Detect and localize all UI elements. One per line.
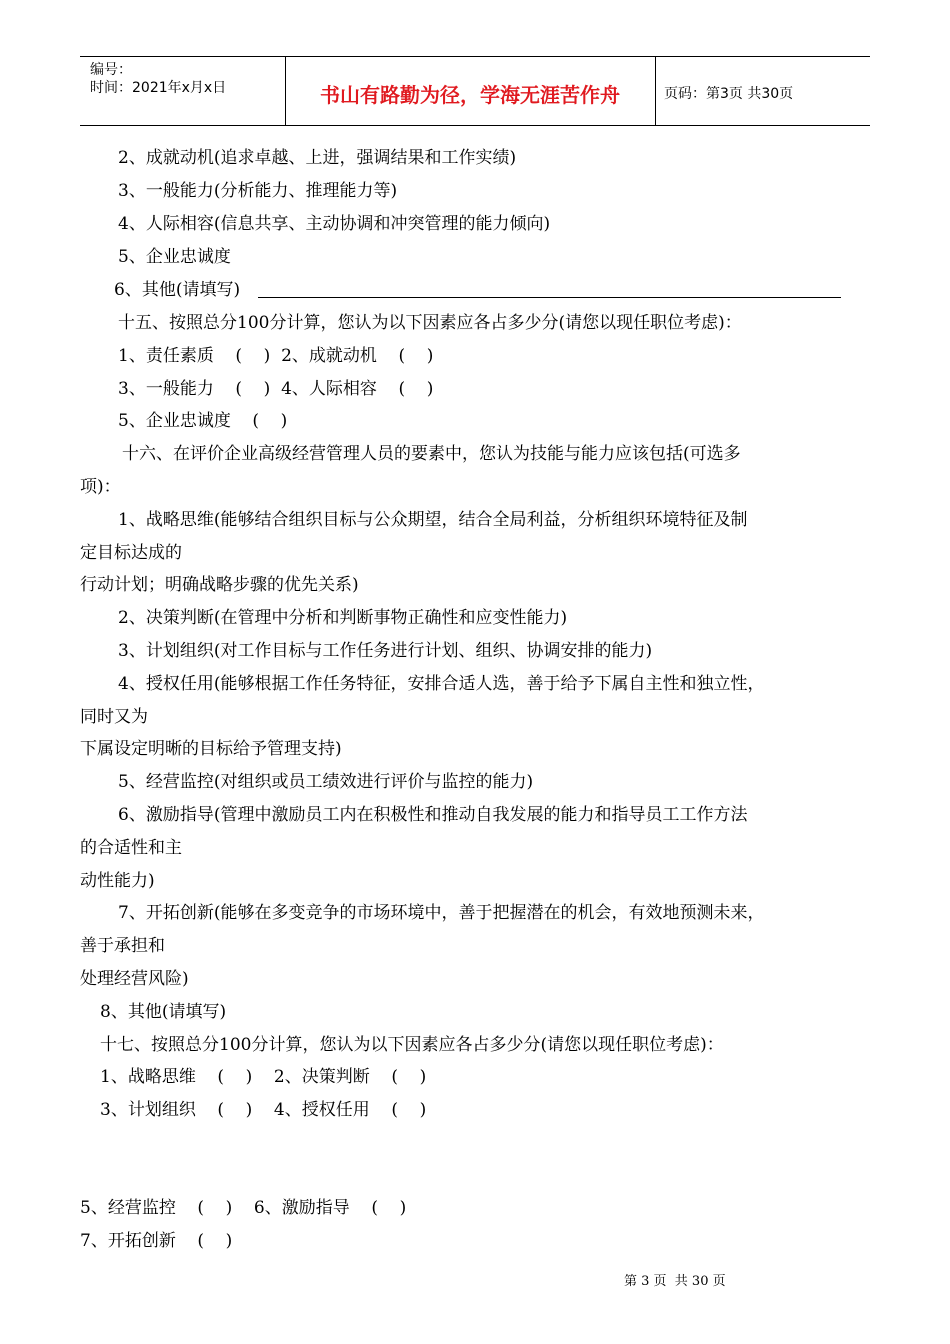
text-line: 4、人际相容(信息共享、主动协调和冲突管理的能力倾向) xyxy=(118,214,551,234)
question-fifteen: 十五、按照总分100分计算，您认为以下因素应各占多少分(请您以现任职位考虑)： xyxy=(118,313,742,333)
number-label: 编号： xyxy=(90,62,132,78)
text-line: 3、一般能力(分析能力、推理能力等) xyxy=(118,181,398,201)
header-page-number: 页码：第3页 共30页 xyxy=(664,86,794,102)
text-line: 1、战略思维(能够结合组织目标与公众期望，结合全局利益，分析组织环境特征及制 xyxy=(118,510,748,530)
text-line: 下属设定明晰的目标给予管理支持) xyxy=(80,739,342,759)
text-line: 动性能力) xyxy=(80,871,155,891)
text-line: 定目标达成的 xyxy=(80,543,182,563)
text-line: 8、其他(请填写) xyxy=(100,1002,227,1022)
question-sixteen: 十六、在评价企业高级经营管理人员的要素中，您认为技能与能力应该包括(可选多 xyxy=(122,444,741,464)
text-line: 3、一般能力 ( ) 4、人际相容 ( ) xyxy=(118,379,434,399)
document-header xyxy=(80,56,870,126)
text-line: 3、计划组织(对工作目标与工作任务进行计划、组织、协调安排的能力) xyxy=(118,641,653,661)
text-line: 项)： xyxy=(80,477,121,497)
text-line: 1、战略思维 ( ) 2、决策判断 ( ) xyxy=(100,1067,427,1087)
text-line: 5、企业忠诚度 ( ) xyxy=(118,411,288,431)
text-line: 1、责任素质 ( ) 2、成就动机 ( ) xyxy=(118,346,434,366)
text-line: 2、成就动机(追求卓越、上进，强调结果和工作实绩) xyxy=(118,148,517,168)
page-footer: 第 3 页 共 30 页 xyxy=(624,1274,726,1289)
fill-in-blank-line xyxy=(258,297,841,298)
text-line: 行动计划；明确战略步骤的优先关系) xyxy=(80,575,359,595)
text-line: 5、企业忠诚度 xyxy=(118,247,231,267)
text-line: 7、开拓创新(能够在多变竞争的市场环境中，善于把握潜在的机会，有效地预测未来， xyxy=(118,903,765,923)
header-divider-right xyxy=(655,57,656,125)
text-line: 5、经营监控 ( ) 6、激励指导 ( ) xyxy=(80,1198,407,1218)
text-line: 6、激励指导(管理中激励员工内在积极性和推动自我发展的能力和指导员工工作方法 xyxy=(118,805,748,825)
text-line: 5、经营监控(对组织或员工绩效进行评价与监控的能力) xyxy=(118,772,534,792)
header-motto: 书山有路勤为径，学海无涯苦作舟 xyxy=(320,83,620,107)
text-line: 7、开拓创新 ( ) xyxy=(80,1231,233,1251)
text-line: 4、授权任用(能够根据工作任务特征，安排合适人选，善于给予下属自主性和独立性， xyxy=(118,674,765,694)
text-line: 善于承担和 xyxy=(80,936,165,956)
question-seventeen: 十七、按照总分100分计算，您认为以下因素应各占多少分(请您以现任职位考虑)： xyxy=(100,1035,724,1055)
text-line: 6、其他(请填写) xyxy=(114,280,241,300)
text-line: 3、计划组织 ( ) 4、授权任用 ( ) xyxy=(100,1100,427,1120)
date-label: 时间：2021年x月x日 xyxy=(90,80,227,96)
header-meta xyxy=(90,61,226,97)
text-line: 同时又为 xyxy=(80,707,148,727)
text-line: 处理经营风险) xyxy=(80,969,189,989)
text-line: 2、决策判断(在管理中分析和判断事物正确性和应变性能力) xyxy=(118,608,568,628)
text-line: 的合适性和主 xyxy=(80,838,182,858)
